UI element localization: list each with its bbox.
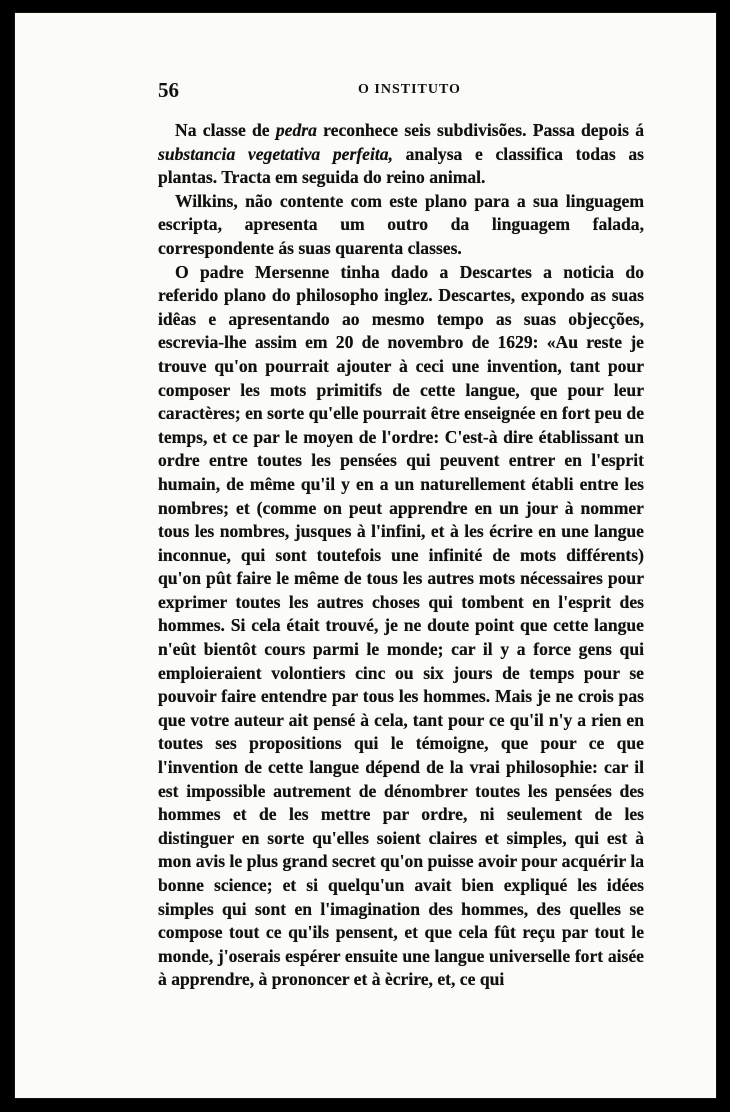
text-run: Na classe de — [175, 120, 276, 140]
page-number: 56 — [158, 78, 179, 102]
body-text — [158, 119, 644, 992]
paragraph — [158, 190, 644, 261]
text-run: Wilkins, não contente com este plano para a sua linguagem escripta, apresenta um outro da linguagem falada, correspondente ás suas quarenta classes. — [158, 190, 644, 258]
paragraph — [158, 261, 644, 992]
italic-run: substancia vegetativa perfeita, — [158, 143, 393, 164]
page-header — [158, 78, 628, 102]
italic-run: pedra — [275, 120, 317, 140]
text-run: analysa e classifica todas as plantas. Tracta em seguida do reino animal. — [158, 143, 644, 188]
running-head: O INSTITUTO — [358, 82, 461, 97]
text-run: reconhece seis subdivisões. Passa depois á — [316, 120, 644, 140]
text-run: O padre Mersenne tinha dado a Descartes a noticia do referido plano do philosopho inglez. Descartes, expondo as suas idêas e apresentando ao mesmo tempo as suas objecções, escrevia-lhe assim em 20 de novembro de 1629: «Au reste je trouve qu'on pourrait ajouter à ceci une invention, tant pour composer les mots primitifs de cette langue, que pour leur caractères; en sorte qu'elle pourrait être enseignée en fort peu de temps, et ce par le moyen de l'ordre: C'est-à dire établissant un ordre entre toutes les pensées qui peuvent entrer en l'esprit humain, de même qu'il y en a un naturellement établi entre les nombres; et (comme on peut apprendre en un jour à nommer tous les nombres, jusques à l'infini, et à les écrire en une langue inconnue, qui sont toutefois une infinité de mots différents) qu'on pût faire le même de tous les autres mots nécessaires pour exprimer toutes les autres choses qui tombent en l'esprit des hommes. Si cela était trouvé, je ne doute point que cette langue n'eût bientôt cours parmi le monde; car il y a force gens qui emploieraient volontiers cinc ou six jours de temps pour se pouvoir faire entendre par tous les hommes. Mais je ne crois pas que votre auteur ait pensé à cela, tant pour ce qu'il n'y a rien en toutes ses propositions qui le témoigne, que pour ce que l'invention de cette langue dépend de la vrai philosophie: car il est impossible autrement de dénombrer toutes les pensées des hommes et de les mettre par ordre, ni seulement de les distinguer en sorte qu'elles soient claires et simples, qui est à mon avis le plus grand secret qu'on puisse avoir pour acquérir la bonne science; et si quelqu'un avait bien expliqué les idées simples qui sont en l'imagination des hommes, des quelles se compose tout ce qu'ils pensent, et que cela fût reçu par tout le monde, j'oserais espérer ensuite une langue universelle fort aisée à apprendre, à prononcer et à ècrire, et, ce qui — [158, 261, 644, 990]
paragraph — [158, 119, 644, 190]
